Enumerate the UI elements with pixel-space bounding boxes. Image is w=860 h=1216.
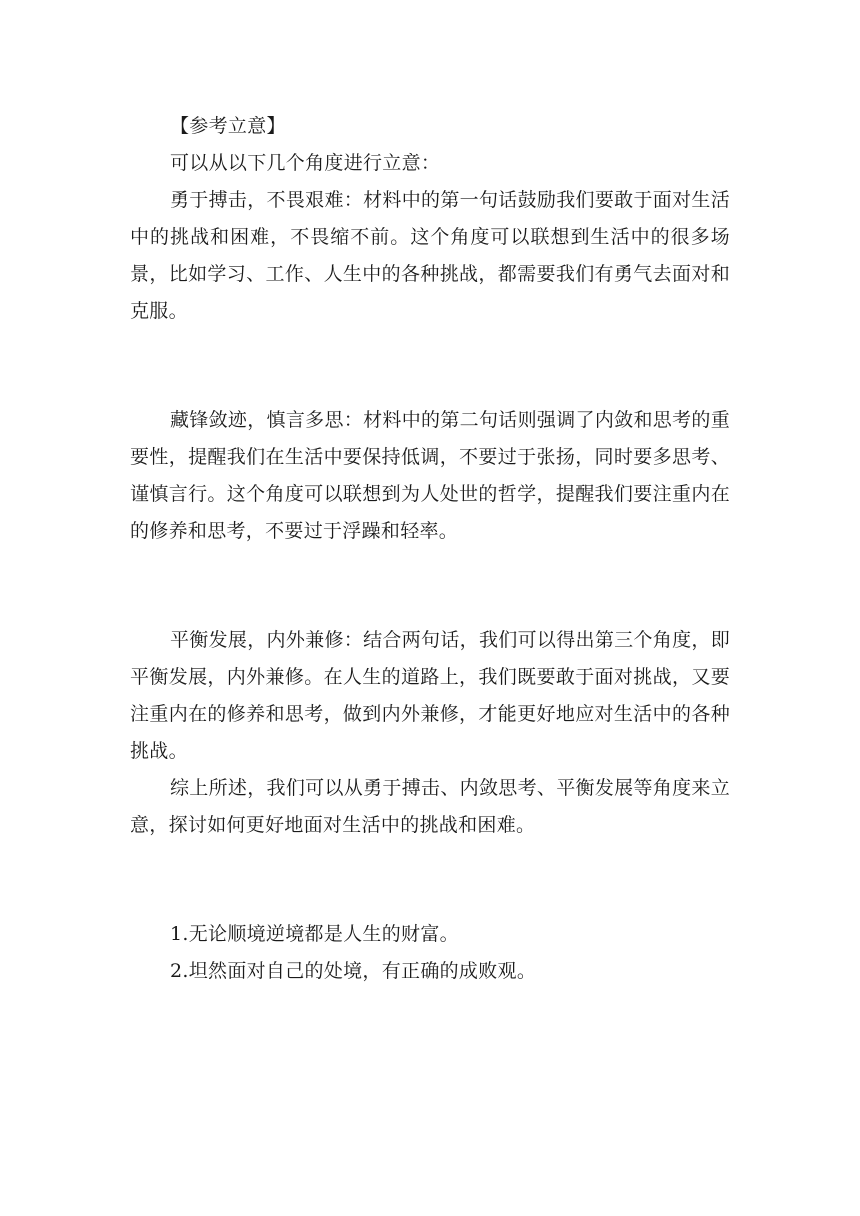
- paragraph-spacer: [130, 844, 730, 916]
- angle-paragraph-3: 平衡发展，内外兼修：结合两句话，我们可以得出第三个角度，即平衡发展，内外兼修。在人生的道路上，我们既要敢于面对挑战，又要注重内在的修养和思考，做到内外兼修，才能更好地应对生活中的各种挑战。: [130, 629, 730, 762]
- list-item-1: 1.无论顺境逆境都是人生的财富。: [170, 923, 459, 945]
- paragraph-spacer: [130, 330, 730, 402]
- section-heading: 【参考立意】: [170, 115, 286, 137]
- angle-paragraph-2: 藏锋敛迹，慎言多思：材料中的第二句话则强调了内敛和思考的重要性，提醒我们在生活中要保持低调，不要过于张扬，同时要多思考、谨慎言行。这个角度可以联想到为人处世的哲学，提醒我们要注重内在的修养和思考，不要过于浮躁和轻率。: [130, 409, 730, 542]
- summary-paragraph: 综上所述，我们可以从勇于搏击、内敛思考、平衡发展等角度来立意，探讨如何更好地面对生活中的挑战和困难。: [130, 777, 730, 836]
- intro-line: 可以从以下几个角度进行立意：: [170, 152, 441, 174]
- list-item-2: 2.坦然面对自己的处境，有正确的成败观。: [170, 960, 537, 982]
- document-body: [130, 108, 730, 990]
- paragraph-spacer: [130, 550, 730, 622]
- angle-paragraph-1: 勇于搏击，不畏艰难：材料中的第一句话鼓励我们要敢于面对生活中的挑战和困难，不畏缩不前。这个角度可以联想到生活中的很多场景，比如学习、工作、人生中的各种挑战，都需要我们有勇气去面对和克服。: [130, 189, 730, 322]
